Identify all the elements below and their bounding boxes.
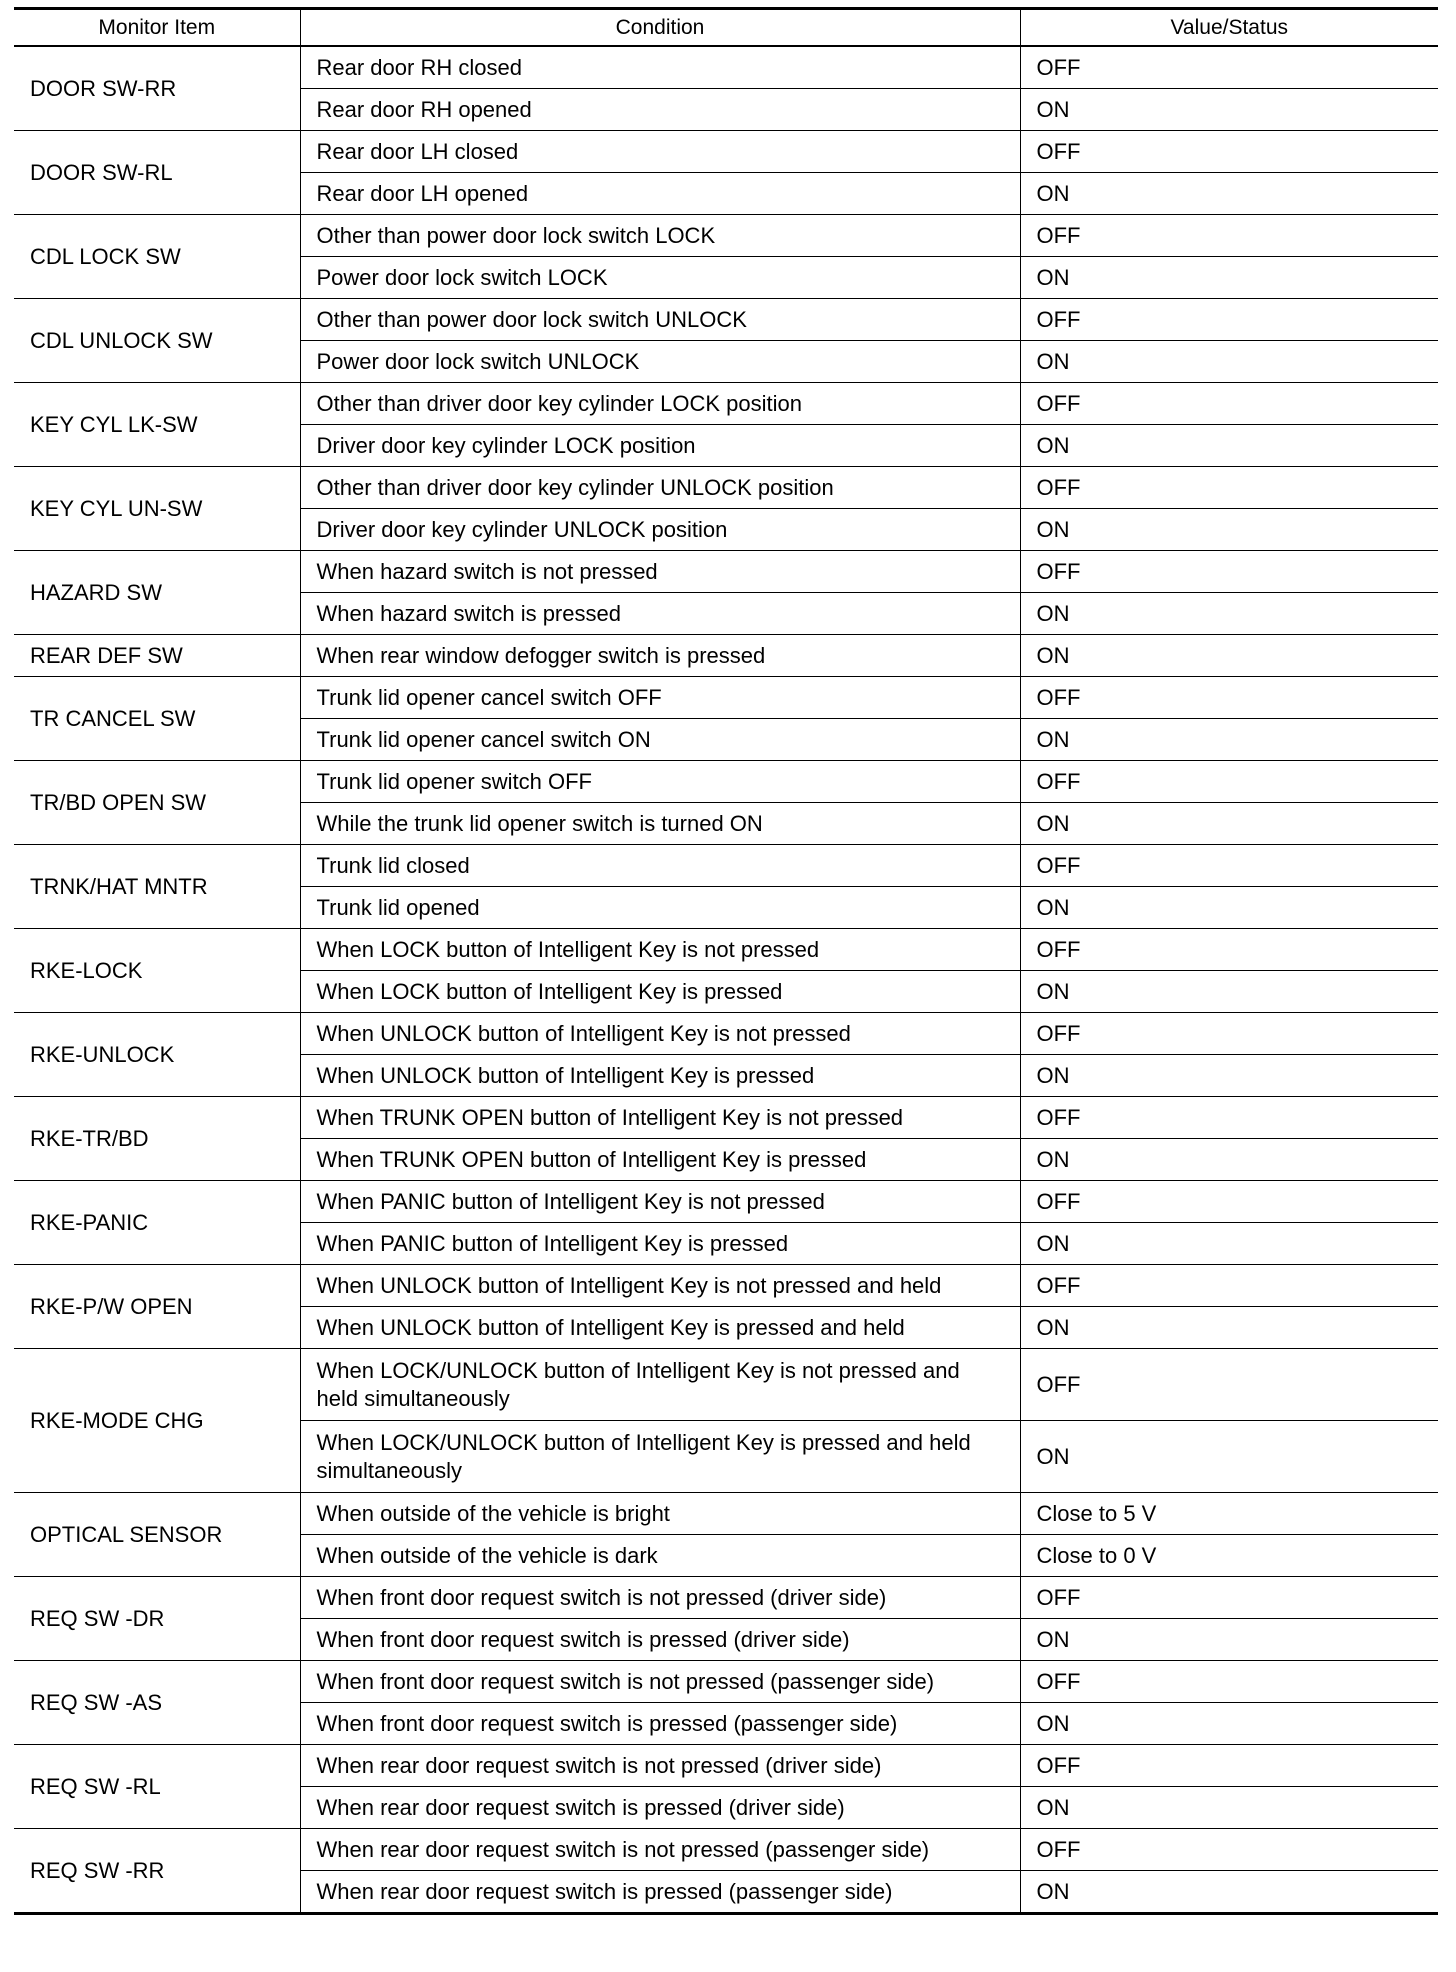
table-row [14,46,1438,89]
condition-cell: While the trunk lid opener switch is turned ON [300,803,1020,845]
value-status-cell: Close to 0 V [1020,1535,1438,1577]
monitor-item-cell: REQ SW -RL [14,1745,300,1829]
value-status-cell: OFF [1020,1661,1438,1703]
monitor-item-cell: CDL LOCK SW [14,215,300,299]
condition-cell: When UNLOCK button of Intelligent Key is pressed [300,1055,1020,1097]
value-status-cell: ON [1020,887,1438,929]
table-row [14,1661,1438,1703]
table-row [14,215,1438,257]
header-condition: Condition [300,9,1020,47]
table-row [14,677,1438,719]
value-status-cell: OFF [1020,1577,1438,1619]
value-status-cell: ON [1020,1307,1438,1349]
value-status-cell: ON [1020,1787,1438,1829]
table-row [14,1829,1438,1871]
condition-cell: When front door request switch is pressed (driver side) [300,1619,1020,1661]
condition-cell: Trunk lid opened [300,887,1020,929]
value-status-cell: ON [1020,257,1438,299]
condition-cell: When LOCK/UNLOCK button of Intelligent Key is not pressed and held simultaneously [300,1349,1020,1421]
monitor-item-cell: DOOR SW-RL [14,131,300,215]
table-row [14,1097,1438,1139]
monitor-item-cell: KEY CYL UN-SW [14,467,300,551]
table-row [14,635,1438,677]
value-status-cell: ON [1020,1619,1438,1661]
condition-cell: When hazard switch is pressed [300,593,1020,635]
condition-cell: Other than power door lock switch LOCK [300,215,1020,257]
condition-cell: Trunk lid opener cancel switch OFF [300,677,1020,719]
value-status-cell: ON [1020,593,1438,635]
value-status-cell: OFF [1020,1097,1438,1139]
condition-cell: Other than power door lock switch UNLOCK [300,299,1020,341]
value-status-cell: OFF [1020,1265,1438,1307]
table-row [14,761,1438,803]
monitor-item-cell: RKE-P/W OPEN [14,1265,300,1349]
value-status-cell: ON [1020,1421,1438,1493]
monitor-table [14,7,1438,1915]
value-status-cell: OFF [1020,845,1438,887]
value-status-cell: Close to 5 V [1020,1493,1438,1535]
table-row [14,1349,1438,1421]
monitor-item-cell: TR/BD OPEN SW [14,761,300,845]
condition-cell: When rear door request switch is pressed (passenger side) [300,1871,1020,1914]
monitor-item-cell: REQ SW -AS [14,1661,300,1745]
table-row [14,1265,1438,1307]
value-status-cell: ON [1020,1139,1438,1181]
monitor-item-cell: RKE-TR/BD [14,1097,300,1181]
value-status-cell: ON [1020,635,1438,677]
table-row [14,551,1438,593]
value-status-cell: OFF [1020,215,1438,257]
condition-cell: When rear door request switch is not pressed (driver side) [300,1745,1020,1787]
monitor-item-cell: RKE-LOCK [14,929,300,1013]
value-status-cell: ON [1020,173,1438,215]
condition-cell: When UNLOCK button of Intelligent Key is pressed and held [300,1307,1020,1349]
value-status-cell: ON [1020,89,1438,131]
condition-cell: When UNLOCK button of Intelligent Key is not pressed and held [300,1265,1020,1307]
condition-cell: When TRUNK OPEN button of Intelligent Key is pressed [300,1139,1020,1181]
value-status-cell: OFF [1020,677,1438,719]
condition-cell: Power door lock switch UNLOCK [300,341,1020,383]
value-status-cell: OFF [1020,1745,1438,1787]
value-status-cell: ON [1020,1871,1438,1914]
monitor-item-cell: HAZARD SW [14,551,300,635]
monitor-item-cell: TR CANCEL SW [14,677,300,761]
condition-cell: When UNLOCK button of Intelligent Key is not pressed [300,1013,1020,1055]
condition-cell: When rear window defogger switch is pressed [300,635,1020,677]
condition-cell: When PANIC button of Intelligent Key is pressed [300,1223,1020,1265]
condition-cell: Trunk lid opener cancel switch ON [300,719,1020,761]
value-status-cell: ON [1020,719,1438,761]
table-body [14,46,1438,1914]
condition-cell: Driver door key cylinder LOCK position [300,425,1020,467]
condition-cell: When outside of the vehicle is bright [300,1493,1020,1535]
table-row [14,845,1438,887]
value-status-cell: OFF [1020,1013,1438,1055]
condition-cell: Trunk lid closed [300,845,1020,887]
condition-cell: When rear door request switch is pressed (driver side) [300,1787,1020,1829]
value-status-cell: OFF [1020,46,1438,89]
table-row [14,1493,1438,1535]
monitor-item-cell: KEY CYL LK-SW [14,383,300,467]
table-row [14,1181,1438,1223]
monitor-item-cell: REQ SW -RR [14,1829,300,1914]
condition-cell: Other than driver door key cylinder UNLOCK position [300,467,1020,509]
value-status-cell: OFF [1020,1829,1438,1871]
header-row [14,9,1438,47]
monitor-item-cell: TRNK/HAT MNTR [14,845,300,929]
value-status-cell: OFF [1020,383,1438,425]
value-status-cell: ON [1020,425,1438,467]
condition-cell: When rear door request switch is not pressed (passenger side) [300,1829,1020,1871]
condition-cell: When PANIC button of Intelligent Key is not pressed [300,1181,1020,1223]
value-status-cell: ON [1020,1055,1438,1097]
condition-cell: Rear door RH opened [300,89,1020,131]
value-status-cell: OFF [1020,551,1438,593]
value-status-cell: ON [1020,803,1438,845]
table-row [14,1577,1438,1619]
value-status-cell: OFF [1020,467,1438,509]
header-monitor-item: Monitor Item [14,9,300,47]
value-status-cell: ON [1020,341,1438,383]
condition-cell: Rear door LH closed [300,131,1020,173]
monitor-item-cell: DOOR SW-RR [14,46,300,131]
condition-cell: When front door request switch is not pressed (passenger side) [300,1661,1020,1703]
condition-cell: When front door request switch is not pressed (driver side) [300,1577,1020,1619]
table-row [14,467,1438,509]
monitor-item-cell: REAR DEF SW [14,635,300,677]
value-status-cell: OFF [1020,929,1438,971]
condition-cell: When LOCK button of Intelligent Key is not pressed [300,929,1020,971]
table-row [14,299,1438,341]
condition-cell: When LOCK button of Intelligent Key is pressed [300,971,1020,1013]
condition-cell: When hazard switch is not pressed [300,551,1020,593]
value-status-cell: OFF [1020,131,1438,173]
value-status-cell: OFF [1020,1181,1438,1223]
monitor-item-cell: REQ SW -DR [14,1577,300,1661]
condition-cell: Other than driver door key cylinder LOCK position [300,383,1020,425]
value-status-cell: OFF [1020,1349,1438,1421]
table-row [14,1013,1438,1055]
condition-cell: When front door request switch is pressed (passenger side) [300,1703,1020,1745]
value-status-cell: ON [1020,1223,1438,1265]
condition-cell: Rear door RH closed [300,46,1020,89]
value-status-cell: ON [1020,971,1438,1013]
condition-cell: When LOCK/UNLOCK button of Intelligent Key is pressed and held simultaneously [300,1421,1020,1493]
value-status-cell: ON [1020,509,1438,551]
table-row [14,929,1438,971]
monitor-item-cell: RKE-PANIC [14,1181,300,1265]
value-status-cell: OFF [1020,761,1438,803]
condition-cell: Driver door key cylinder UNLOCK position [300,509,1020,551]
table-row [14,131,1438,173]
header-value-status: Value/Status [1020,9,1438,47]
condition-cell: Trunk lid opener switch OFF [300,761,1020,803]
condition-cell: Rear door LH opened [300,173,1020,215]
monitor-item-cell: RKE-MODE CHG [14,1349,300,1493]
condition-cell: Power door lock switch LOCK [300,257,1020,299]
monitor-item-cell: OPTICAL SENSOR [14,1493,300,1577]
table-row [14,383,1438,425]
condition-cell: When outside of the vehicle is dark [300,1535,1020,1577]
value-status-cell: OFF [1020,299,1438,341]
monitor-item-cell: CDL UNLOCK SW [14,299,300,383]
value-status-cell: ON [1020,1703,1438,1745]
monitor-item-cell: RKE-UNLOCK [14,1013,300,1097]
condition-cell: When TRUNK OPEN button of Intelligent Key is not pressed [300,1097,1020,1139]
table-row [14,1745,1438,1787]
